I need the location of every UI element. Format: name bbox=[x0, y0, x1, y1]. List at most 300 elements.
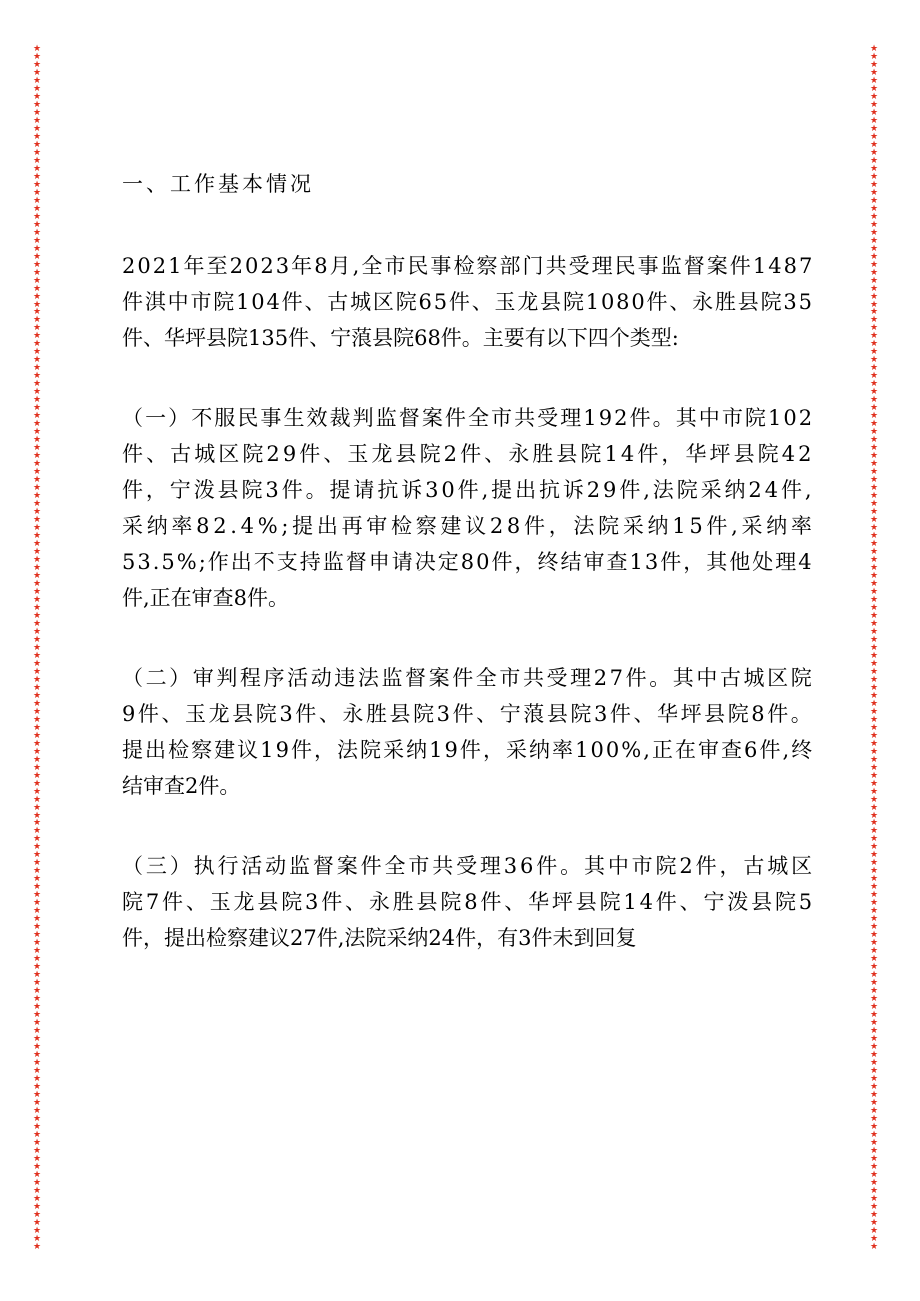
text-line: 结审查2件。 bbox=[122, 774, 241, 798]
star-icon: ★ bbox=[32, 938, 42, 949]
star-icon: ★ bbox=[32, 786, 42, 797]
star-icon: ★ bbox=[869, 547, 879, 558]
star-icon: ★ bbox=[32, 706, 42, 717]
star-icon: ★ bbox=[869, 171, 879, 182]
star-icon: ★ bbox=[869, 930, 879, 941]
star-icon: ★ bbox=[869, 243, 879, 254]
star-icon: ★ bbox=[869, 674, 879, 685]
star-icon: ★ bbox=[32, 778, 42, 789]
star-icon: ★ bbox=[32, 794, 42, 805]
star-icon: ★ bbox=[869, 379, 879, 390]
star-icon: ★ bbox=[32, 419, 42, 430]
star-icon: ★ bbox=[869, 179, 879, 190]
star-icon: ★ bbox=[32, 898, 42, 909]
star-icon: ★ bbox=[32, 1034, 42, 1045]
star-icon: ★ bbox=[869, 115, 879, 126]
star-icon: ★ bbox=[869, 954, 879, 965]
star-icon: ★ bbox=[869, 778, 879, 789]
star-icon: ★ bbox=[32, 754, 42, 765]
star-icon: ★ bbox=[869, 1058, 879, 1069]
star-icon: ★ bbox=[32, 131, 42, 142]
star-icon: ★ bbox=[869, 938, 879, 949]
right-star-border bbox=[868, 46, 880, 1252]
star-icon: ★ bbox=[32, 1066, 42, 1076]
star-icon: ★ bbox=[869, 1169, 879, 1180]
paragraph-item-3 bbox=[122, 848, 815, 956]
star-icon: ★ bbox=[869, 1185, 879, 1196]
star-icon: ★ bbox=[869, 914, 879, 925]
text-line: 提出检察建议19件，法院采纳19件，采纳率100%,正在审查6件,终 bbox=[122, 738, 815, 762]
text-line: 件,正在审查8件。 bbox=[122, 586, 290, 610]
star-icon: ★ bbox=[32, 299, 42, 310]
star-icon: ★ bbox=[32, 1185, 42, 1196]
star-icon: ★ bbox=[869, 834, 879, 845]
star-icon: ★ bbox=[869, 970, 879, 981]
left-star-border bbox=[31, 46, 43, 1252]
star-icon: ★ bbox=[869, 898, 879, 909]
star-icon: ★ bbox=[869, 1050, 879, 1061]
star-icon: ★ bbox=[869, 315, 879, 326]
star-icon: ★ bbox=[869, 539, 879, 550]
star-icon: ★ bbox=[869, 347, 879, 358]
star-icon: ★ bbox=[32, 435, 42, 446]
star-icon: ★ bbox=[869, 339, 879, 350]
star-icon: ★ bbox=[32, 810, 42, 821]
star-icon: ★ bbox=[32, 690, 42, 701]
star-icon: ★ bbox=[32, 523, 42, 534]
star-icon: ★ bbox=[869, 946, 879, 957]
star-icon: ★ bbox=[869, 722, 879, 733]
text-line: 53.5%;作出不支持监督申请决定80件，终结审查13件，其他处理4 bbox=[122, 550, 814, 574]
star-icon: ★ bbox=[32, 403, 42, 414]
star-icon: ★ bbox=[869, 1177, 879, 1188]
document-body bbox=[122, 166, 816, 1000]
star-icon: ★ bbox=[869, 866, 879, 877]
star-icon: ★ bbox=[869, 411, 879, 422]
star-icon: ★ bbox=[32, 1233, 42, 1244]
star-icon: ★ bbox=[32, 251, 42, 262]
star-icon: ★ bbox=[32, 115, 42, 126]
star-icon: ★ bbox=[32, 291, 42, 302]
star-icon: ★ bbox=[32, 634, 42, 645]
star-icon: ★ bbox=[32, 59, 42, 70]
star-icon: ★ bbox=[32, 954, 42, 965]
star-icon: ★ bbox=[32, 179, 42, 190]
star-icon: ★ bbox=[32, 714, 42, 725]
star-icon: ★ bbox=[32, 1097, 42, 1108]
star-icon: ★ bbox=[869, 235, 879, 246]
star-icon: ★ bbox=[869, 275, 879, 286]
star-icon: ★ bbox=[869, 922, 879, 933]
star-icon: ★ bbox=[869, 570, 879, 581]
star-icon: ★ bbox=[869, 1209, 879, 1220]
star-icon: ★ bbox=[869, 962, 879, 973]
star-icon: ★ bbox=[32, 578, 42, 589]
star-icon: ★ bbox=[869, 658, 879, 669]
star-icon: ★ bbox=[869, 1145, 879, 1156]
star-icon: ★ bbox=[869, 75, 879, 86]
star-icon: ★ bbox=[32, 906, 42, 917]
star-icon: ★ bbox=[32, 331, 42, 342]
star-icon: ★ bbox=[32, 1241, 42, 1252]
star-icon: ★ bbox=[32, 826, 42, 837]
star-icon: ★ bbox=[32, 219, 42, 230]
star-icon: ★ bbox=[32, 371, 42, 382]
star-icon: ★ bbox=[32, 475, 42, 486]
star-icon: ★ bbox=[32, 259, 42, 270]
star-icon: ★ bbox=[869, 67, 879, 78]
star-icon: ★ bbox=[869, 355, 879, 366]
star-icon: ★ bbox=[32, 51, 42, 62]
star-icon: ★ bbox=[32, 1026, 42, 1037]
star-icon: ★ bbox=[32, 1193, 42, 1204]
star-icon: ★ bbox=[869, 810, 879, 821]
star-icon: ★ bbox=[869, 562, 879, 573]
star-icon: ★ bbox=[32, 722, 42, 733]
star-icon: ★ bbox=[869, 1137, 879, 1148]
paragraph-item-1 bbox=[122, 400, 816, 616]
star-icon: ★ bbox=[32, 315, 42, 326]
star-icon: ★ bbox=[869, 858, 879, 869]
star-icon: ★ bbox=[32, 235, 42, 246]
star-icon: ★ bbox=[32, 1129, 42, 1140]
star-icon: ★ bbox=[869, 1089, 879, 1100]
star-icon: ★ bbox=[869, 491, 879, 502]
star-icon: ★ bbox=[869, 163, 879, 174]
star-icon: ★ bbox=[32, 618, 42, 629]
star-icon: ★ bbox=[32, 539, 42, 550]
star-icon: ★ bbox=[32, 802, 42, 813]
star-icon: ★ bbox=[32, 387, 42, 398]
star-icon: ★ bbox=[32, 602, 42, 613]
star-icon: ★ bbox=[32, 986, 42, 997]
star-icon: ★ bbox=[32, 515, 42, 526]
star-icon: ★ bbox=[32, 107, 42, 118]
text-line: （二）审判程序活动违法监督案件全市共受理27件。其中古城区院 bbox=[122, 666, 815, 690]
star-icon: ★ bbox=[869, 1217, 879, 1228]
star-icon: ★ bbox=[32, 1137, 42, 1148]
star-icon: ★ bbox=[32, 1113, 42, 1124]
star-icon: ★ bbox=[32, 171, 42, 182]
text-line: 件，提出检察建议27件,法院采纳24件，有3件未到回复 bbox=[122, 926, 637, 950]
star-icon: ★ bbox=[869, 91, 879, 102]
star-icon: ★ bbox=[869, 283, 879, 294]
text-line: （三）执行活动监督案件全市共受理36件。其中市院2件，古城区 bbox=[122, 854, 815, 878]
text-line: 2021年至2023年8月,全市民事检察部门共受理民事监督案件1487 bbox=[122, 254, 815, 278]
star-icon: ★ bbox=[869, 227, 879, 238]
star-icon: ★ bbox=[32, 1105, 42, 1116]
star-icon: ★ bbox=[32, 1018, 42, 1029]
star-icon: ★ bbox=[32, 283, 42, 294]
star-icon: ★ bbox=[869, 802, 879, 813]
star-icon: ★ bbox=[32, 1209, 42, 1220]
star-icon: ★ bbox=[869, 107, 879, 118]
star-icon: ★ bbox=[869, 666, 879, 677]
star-icon: ★ bbox=[32, 1010, 42, 1021]
star-icon: ★ bbox=[32, 1153, 42, 1164]
star-icon: ★ bbox=[32, 443, 42, 454]
star-icon: ★ bbox=[869, 1193, 879, 1204]
star-icon: ★ bbox=[32, 499, 42, 510]
star-icon: ★ bbox=[869, 419, 879, 430]
star-icon: ★ bbox=[32, 451, 42, 462]
star-icon: ★ bbox=[869, 459, 879, 470]
star-icon: ★ bbox=[869, 139, 879, 150]
star-icon: ★ bbox=[869, 435, 879, 446]
paragraph-item-2 bbox=[122, 660, 815, 804]
star-icon: ★ bbox=[869, 578, 879, 589]
star-icon: ★ bbox=[32, 930, 42, 941]
star-icon: ★ bbox=[32, 243, 42, 254]
star-icon: ★ bbox=[32, 666, 42, 677]
star-icon: ★ bbox=[32, 994, 42, 1005]
star-icon: ★ bbox=[32, 882, 42, 893]
star-icon: ★ bbox=[869, 83, 879, 94]
star-icon: ★ bbox=[869, 690, 879, 701]
star-icon: ★ bbox=[869, 738, 879, 749]
star-icon: ★ bbox=[32, 427, 42, 438]
star-icon: ★ bbox=[869, 626, 879, 637]
star-icon: ★ bbox=[32, 1177, 42, 1188]
star-icon: ★ bbox=[869, 403, 879, 414]
star-icon: ★ bbox=[869, 1002, 879, 1013]
star-icon: ★ bbox=[32, 155, 42, 166]
star-icon: ★ bbox=[869, 267, 879, 278]
star-icon: ★ bbox=[869, 531, 879, 542]
star-icon: ★ bbox=[32, 411, 42, 422]
star-icon: ★ bbox=[869, 770, 879, 781]
star-icon: ★ bbox=[869, 443, 879, 454]
star-icon: ★ bbox=[869, 387, 879, 398]
star-icon: ★ bbox=[869, 794, 879, 805]
text-line: （一）不服民事生效裁判监督案件全市共受理192件。其中市院102 bbox=[122, 406, 815, 430]
star-icon: ★ bbox=[869, 291, 879, 302]
text-line: 件，宁泼县院3件。提请抗诉30件,提出抗诉29件,法院采纳24件, bbox=[122, 478, 815, 502]
star-icon: ★ bbox=[869, 483, 879, 494]
star-icon: ★ bbox=[32, 1225, 42, 1236]
star-icon: ★ bbox=[869, 515, 879, 526]
star-icon: ★ bbox=[32, 1169, 42, 1180]
star-icon: ★ bbox=[32, 99, 42, 110]
star-icon: ★ bbox=[869, 1161, 879, 1172]
star-icon: ★ bbox=[869, 890, 879, 901]
star-icon: ★ bbox=[32, 203, 42, 214]
star-icon: ★ bbox=[32, 978, 42, 989]
star-icon: ★ bbox=[32, 483, 42, 494]
star-icon: ★ bbox=[869, 371, 879, 382]
star-icon: ★ bbox=[32, 555, 42, 565]
star-icon: ★ bbox=[32, 946, 42, 957]
star-icon: ★ bbox=[869, 44, 879, 54]
star-icon: ★ bbox=[32, 762, 42, 773]
star-icon: ★ bbox=[32, 275, 42, 286]
star-icon: ★ bbox=[869, 1113, 879, 1124]
star-icon: ★ bbox=[869, 826, 879, 837]
star-icon: ★ bbox=[869, 714, 879, 725]
star-icon: ★ bbox=[32, 1073, 42, 1084]
star-icon: ★ bbox=[32, 195, 42, 206]
star-icon: ★ bbox=[32, 163, 42, 174]
star-icon: ★ bbox=[32, 858, 42, 869]
star-icon: ★ bbox=[32, 1081, 42, 1092]
star-icon: ★ bbox=[869, 1201, 879, 1212]
star-icon: ★ bbox=[32, 67, 42, 78]
star-icon: ★ bbox=[32, 1058, 42, 1069]
star-icon: ★ bbox=[32, 44, 42, 54]
star-icon: ★ bbox=[32, 770, 42, 781]
star-icon: ★ bbox=[869, 1018, 879, 1029]
star-icon: ★ bbox=[869, 1129, 879, 1140]
star-icon: ★ bbox=[869, 1042, 879, 1053]
star-icon: ★ bbox=[32, 842, 42, 853]
star-icon: ★ bbox=[869, 259, 879, 270]
star-icon: ★ bbox=[32, 339, 42, 350]
star-icon: ★ bbox=[32, 562, 42, 573]
star-icon: ★ bbox=[869, 706, 879, 717]
star-icon: ★ bbox=[869, 610, 879, 621]
star-icon: ★ bbox=[32, 1161, 42, 1172]
star-icon: ★ bbox=[869, 754, 879, 765]
star-icon: ★ bbox=[32, 547, 42, 558]
star-icon: ★ bbox=[32, 139, 42, 150]
star-icon: ★ bbox=[869, 499, 879, 510]
star-icon: ★ bbox=[32, 1201, 42, 1212]
star-icon: ★ bbox=[32, 267, 42, 278]
star-icon: ★ bbox=[869, 395, 879, 406]
star-icon: ★ bbox=[32, 83, 42, 94]
star-icon: ★ bbox=[32, 850, 42, 861]
star-icon: ★ bbox=[869, 123, 879, 134]
star-icon: ★ bbox=[32, 1002, 42, 1013]
star-icon: ★ bbox=[869, 299, 879, 310]
star-icon: ★ bbox=[869, 746, 879, 757]
star-icon: ★ bbox=[32, 922, 42, 933]
star-icon: ★ bbox=[869, 195, 879, 206]
star-icon: ★ bbox=[32, 1121, 42, 1132]
star-icon: ★ bbox=[869, 331, 879, 342]
star-icon: ★ bbox=[32, 962, 42, 973]
star-icon: ★ bbox=[32, 698, 42, 709]
star-icon: ★ bbox=[32, 1042, 42, 1053]
star-icon: ★ bbox=[32, 355, 42, 366]
star-icon: ★ bbox=[32, 1050, 42, 1061]
star-icon: ★ bbox=[32, 227, 42, 238]
star-icon: ★ bbox=[32, 531, 42, 542]
star-icon: ★ bbox=[32, 874, 42, 885]
star-icon: ★ bbox=[869, 698, 879, 709]
section-heading: 一、工作基本情况 bbox=[122, 172, 314, 196]
star-icon: ★ bbox=[869, 850, 879, 861]
star-icon: ★ bbox=[869, 59, 879, 70]
star-icon: ★ bbox=[32, 347, 42, 358]
star-icon: ★ bbox=[869, 986, 879, 997]
star-icon: ★ bbox=[869, 634, 879, 645]
star-icon: ★ bbox=[869, 642, 879, 653]
star-icon: ★ bbox=[32, 834, 42, 845]
star-icon: ★ bbox=[869, 602, 879, 613]
star-icon: ★ bbox=[869, 219, 879, 230]
star-icon: ★ bbox=[869, 187, 879, 198]
star-icon: ★ bbox=[869, 762, 879, 773]
star-icon: ★ bbox=[32, 75, 42, 86]
star-icon: ★ bbox=[869, 1225, 879, 1236]
star-icon: ★ bbox=[32, 746, 42, 757]
star-icon: ★ bbox=[32, 658, 42, 669]
star-icon: ★ bbox=[869, 978, 879, 989]
star-icon: ★ bbox=[869, 618, 879, 629]
star-icon: ★ bbox=[869, 818, 879, 829]
star-icon: ★ bbox=[869, 99, 879, 110]
star-icon: ★ bbox=[32, 610, 42, 621]
star-icon: ★ bbox=[869, 363, 879, 374]
star-icon: ★ bbox=[32, 1089, 42, 1100]
star-icon: ★ bbox=[869, 307, 879, 318]
star-icon: ★ bbox=[869, 427, 879, 438]
text-line: 院7件、玉龙县院3件、永胜县院8件、华坪县院14件、宁泼县院5 bbox=[122, 890, 815, 914]
star-icon: ★ bbox=[32, 738, 42, 749]
star-icon: ★ bbox=[869, 1073, 879, 1084]
star-icon: ★ bbox=[869, 1010, 879, 1021]
text-line: 采纳率82.4%;提出再审检察建议28件，法院采纳15件,采纳率 bbox=[122, 514, 816, 538]
star-icon: ★ bbox=[32, 818, 42, 829]
star-icon: ★ bbox=[869, 1034, 879, 1045]
star-icon: ★ bbox=[869, 475, 879, 486]
star-icon: ★ bbox=[869, 1153, 879, 1164]
text-line: 件淇中市院104件、古城区院65件、玉龙县院1080件、永胜县院35 bbox=[122, 290, 814, 314]
star-icon: ★ bbox=[869, 682, 879, 693]
text-line: 件、华坪县院135件、宁蒗县院68件。主要有以下四个类型: bbox=[122, 326, 679, 350]
star-icon: ★ bbox=[869, 882, 879, 893]
star-icon: ★ bbox=[869, 1233, 879, 1244]
star-icon: ★ bbox=[869, 786, 879, 797]
star-icon: ★ bbox=[32, 970, 42, 981]
star-icon: ★ bbox=[32, 626, 42, 637]
star-icon: ★ bbox=[32, 91, 42, 102]
star-icon: ★ bbox=[32, 211, 42, 222]
star-icon: ★ bbox=[32, 650, 42, 661]
star-icon: ★ bbox=[869, 842, 879, 853]
star-icon: ★ bbox=[869, 147, 879, 158]
star-icon: ★ bbox=[32, 914, 42, 925]
text-line: 件、古城区院29件、玉龙县院2件、永胜县院14件，华坪县院42 bbox=[122, 442, 815, 466]
star-icon: ★ bbox=[32, 682, 42, 693]
star-icon: ★ bbox=[32, 570, 42, 581]
star-icon: ★ bbox=[32, 642, 42, 653]
star-icon: ★ bbox=[869, 51, 879, 62]
star-icon: ★ bbox=[32, 1145, 42, 1156]
star-icon: ★ bbox=[32, 363, 42, 374]
star-icon: ★ bbox=[32, 147, 42, 158]
star-icon: ★ bbox=[32, 866, 42, 877]
star-icon: ★ bbox=[869, 1097, 879, 1108]
star-icon: ★ bbox=[32, 491, 42, 502]
star-icon: ★ bbox=[869, 1105, 879, 1116]
star-icon: ★ bbox=[869, 1066, 879, 1076]
star-icon: ★ bbox=[32, 507, 42, 518]
star-icon: ★ bbox=[869, 730, 879, 741]
star-icon: ★ bbox=[32, 890, 42, 901]
star-icon: ★ bbox=[32, 123, 42, 134]
star-icon: ★ bbox=[869, 155, 879, 166]
star-icon: ★ bbox=[869, 586, 879, 597]
star-icon: ★ bbox=[869, 131, 879, 142]
text-line: 9件、玉龙县院3件、永胜县院3件、宁蒗县院3件、华坪县院8件。 bbox=[122, 702, 815, 726]
star-icon: ★ bbox=[32, 307, 42, 318]
star-icon: ★ bbox=[869, 323, 879, 334]
star-icon: ★ bbox=[869, 906, 879, 917]
star-icon: ★ bbox=[32, 395, 42, 406]
star-icon: ★ bbox=[869, 203, 879, 214]
